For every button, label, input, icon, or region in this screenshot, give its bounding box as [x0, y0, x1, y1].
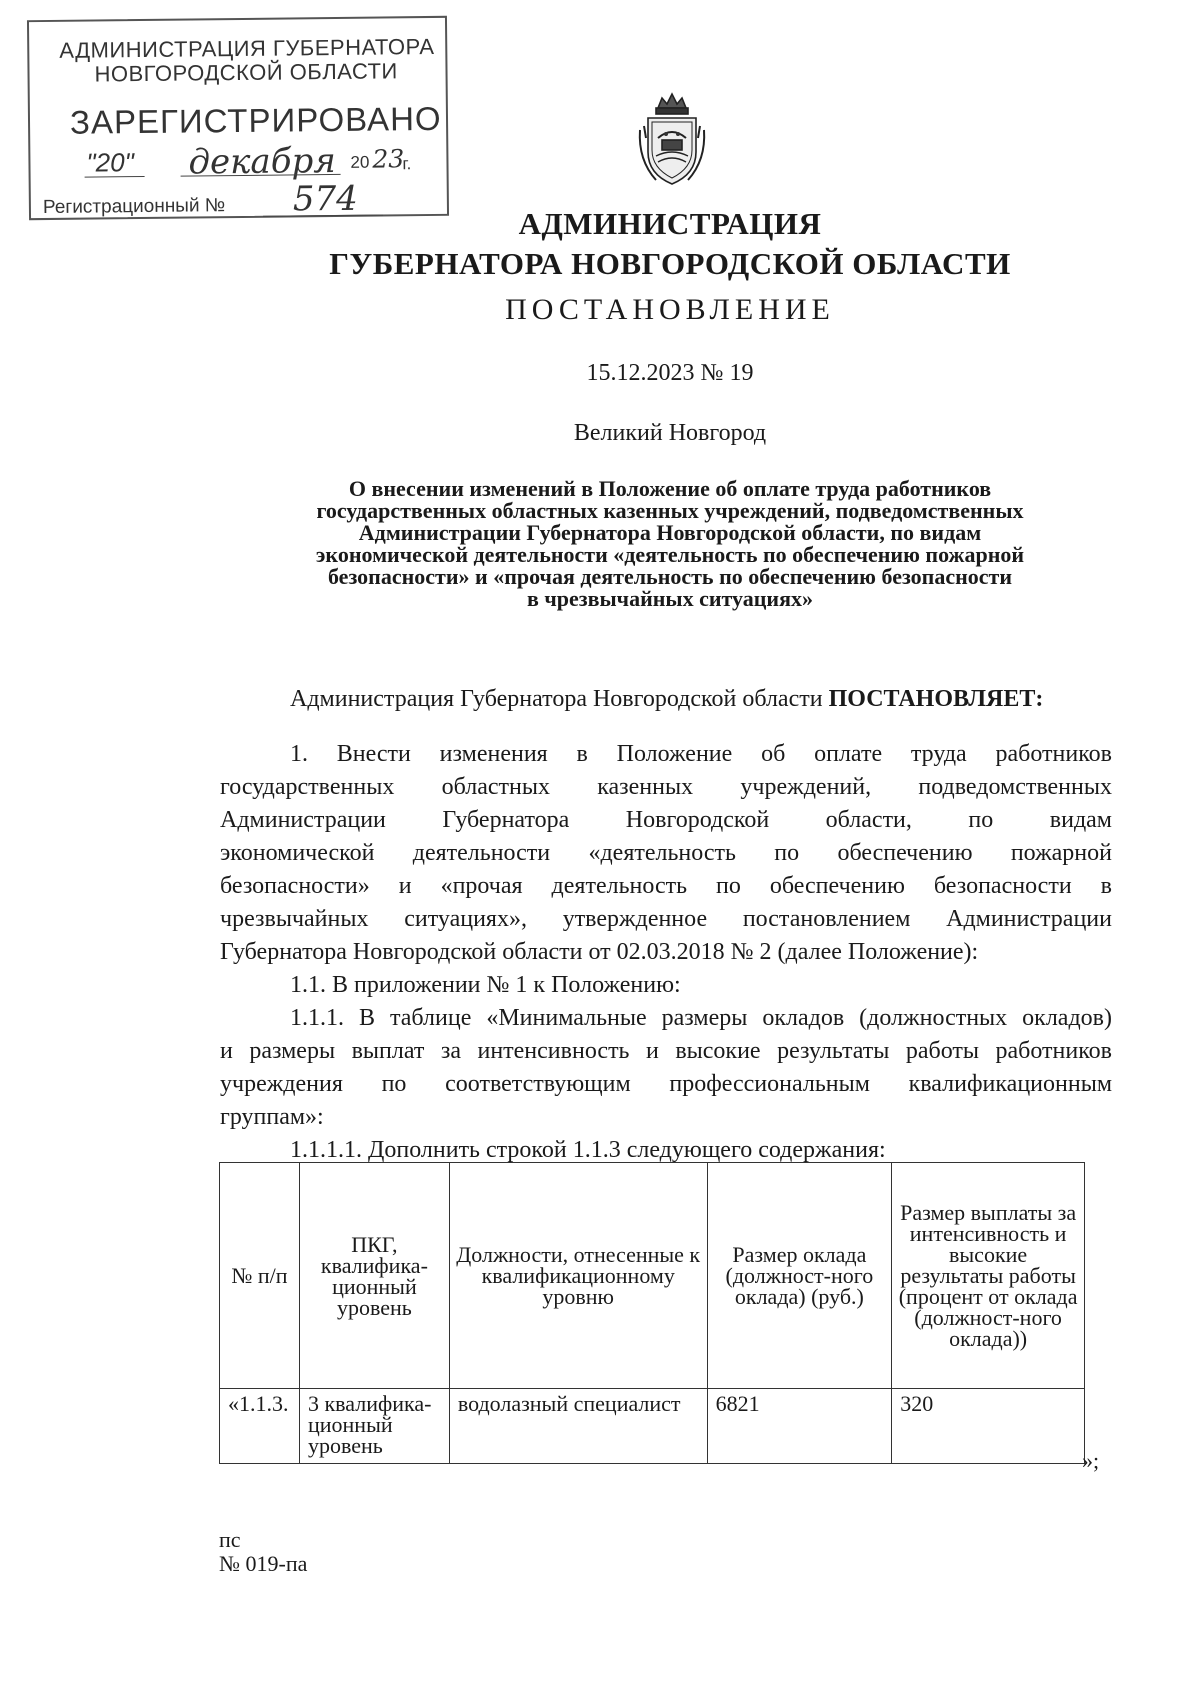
- subject-line: безопасности» и «прочая деятельность по обеспечению безопасности: [327, 564, 1013, 589]
- doc-city: Великий Новгород: [573, 420, 767, 446]
- table-cell-num: «1.1.3.: [220, 1389, 300, 1464]
- resolution-intro: [290, 686, 1110, 713]
- doc-type: ПОСТАНОВЛЕНИЕ: [505, 293, 835, 326]
- paragraph-line: 1. Внести изменения в Положение об оплате труда работников: [290, 741, 1112, 767]
- stamp-year-mark: г.: [402, 154, 412, 174]
- table-header-row: [220, 1163, 1085, 1389]
- table-cell-level: 3 квалифика-ционный уровень: [299, 1389, 449, 1464]
- stamp-status: ЗАРЕГИСТРИРОВАНО: [69, 99, 442, 141]
- paragraph-line: Губернатора Новгородской области от 02.03.2018 № 2 (далее Положение):: [220, 939, 979, 965]
- stamp-reg-label: Регистрационный №: [42, 195, 226, 219]
- salary-table: [219, 1162, 1085, 1464]
- table-header-cell: ПКГ, квалифика-ционный уровень: [299, 1163, 449, 1389]
- table-closing-quote: »;: [1082, 1448, 1100, 1473]
- table-header-cell: Размер оклада (должност-ного оклада) (руб.): [707, 1163, 892, 1389]
- org-title-line1: АДМИНИСТРАЦИЯ: [518, 206, 822, 241]
- paragraph-line: безопасности» и «прочая деятельность по обеспечению безопасности в: [220, 873, 1112, 899]
- footer-line1: пс: [219, 1527, 241, 1552]
- paragraph-line: и размеры выплат за интенсивность и высокие результаты работы работников: [220, 1038, 1112, 1064]
- coat-of-arms-icon: [636, 90, 708, 190]
- table-header-cell: Размер выплаты за интенсивность и высокие результаты работы (процент от оклада (должност-ного оклада)): [892, 1163, 1085, 1389]
- stamp-line1: АДМИНИСТРАЦИЯ ГУБЕРНАТОРА: [59, 33, 435, 63]
- paragraph-1: [220, 738, 1112, 1167]
- doc-footer: [219, 1528, 307, 1576]
- paragraph-line: чрезвычайных ситуациях», утвержденное постановлением Администрации: [220, 906, 1112, 932]
- stamp-line2: НОВГОРОДСКОЙ ОБЛАСТИ: [94, 58, 398, 87]
- stamp-reg-number: 574: [292, 178, 358, 220]
- paragraph-line: государственных областных казенных учреждений, подведомственных: [220, 774, 1112, 800]
- doc-date-number: 15.12.2023 № 19: [586, 360, 754, 386]
- doc-subject: [240, 478, 1100, 610]
- stamp-month: декабря: [188, 140, 336, 183]
- registration-stamp: [27, 16, 449, 220]
- paragraph-1-1: 1.1. В приложении № 1 к Положению:: [290, 972, 681, 998]
- paragraph-line: экономической деятельности «деятельность по обеспечению пожарной: [220, 840, 1112, 866]
- stamp-year-prefix: 20: [350, 152, 370, 172]
- paragraph-line: Администрации Губернатора Новгородской области, по видам: [220, 807, 1112, 833]
- table-cell-position: водолазный специалист: [449, 1389, 707, 1464]
- paragraph-line: группам»:: [220, 1104, 324, 1130]
- paragraph-line: 1.1.1. В таблице «Минимальные размеры окладов (должностных окладов): [290, 1005, 1112, 1031]
- intro-bold: ПОСТАНОВЛЯЕТ:: [828, 686, 1044, 712]
- paragraph-1-1-1-1: 1.1.1.1. Дополнить строкой 1.1.3 следующего содержания:: [290, 1137, 886, 1163]
- subject-line: экономической деятельности «деятельность по обеспечению пожарной: [315, 542, 1025, 567]
- stamp-day: "20": [86, 147, 135, 178]
- subject-line: государственных областных казенных учреждений, подведомственных: [316, 498, 1024, 523]
- table-row: [220, 1389, 1085, 1464]
- intro-text: Администрация Губернатора Новгородской области: [290, 686, 829, 712]
- table-header-cell: № п/п: [220, 1163, 300, 1389]
- table-header-cell: Должности, отнесенные к квалификационному уровню: [449, 1163, 707, 1389]
- org-title-line2: ГУБЕРНАТОРА НОВГОРОДСКОЙ ОБЛАСТИ: [329, 246, 1011, 281]
- footer-line2: № 019-па: [219, 1551, 308, 1576]
- stamp-year-suffix: 23: [372, 144, 405, 174]
- subject-line: в чрезвычайных ситуациях»: [526, 586, 814, 611]
- subject-line: Администрации Губернатора Новгородской области, по видам: [358, 520, 982, 545]
- table-cell-salary: 6821: [707, 1389, 892, 1464]
- paragraph-line: учреждения по соответствующим профессиональным квалификационным: [220, 1071, 1112, 1097]
- table-cell-percent: 320: [892, 1389, 1085, 1464]
- subject-line: О внесении изменений в Положение об оплате труда работников: [348, 476, 992, 501]
